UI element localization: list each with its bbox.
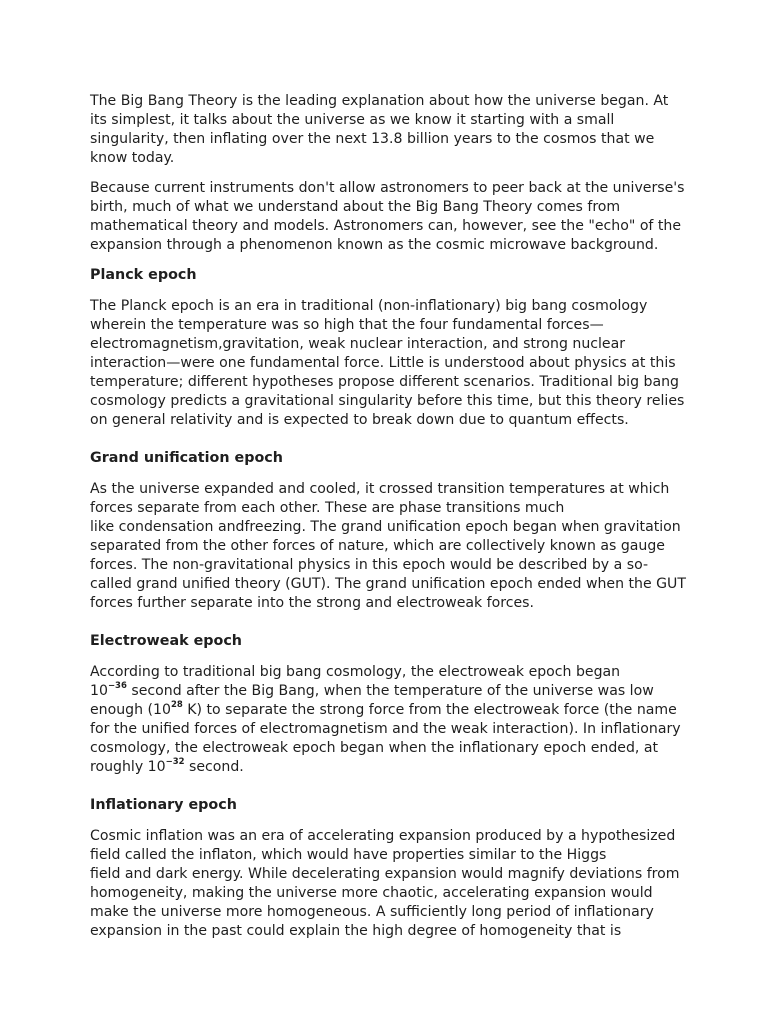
- text-line: The Big Bang Theory is the leading explanation about how the universe began. At: [90, 93, 669, 109]
- text-line: expansion in the past could explain the high degree of homogeneity that is: [90, 923, 622, 939]
- grand-unification-epoch-heading: Grand unification epoch: [90, 450, 283, 466]
- planck-epoch-heading: Planck epoch: [90, 267, 197, 283]
- text-line: [90, 682, 684, 701]
- document-page: [90, 92, 684, 952]
- grand-unification-epoch-paragraph: [90, 480, 684, 613]
- text-fragment: 10: [90, 683, 108, 699]
- text-line: mathematical theory and models. Astronomers can, however, see the "echo" of the: [90, 218, 682, 234]
- text-fragment: K) to separate the strong force from the electroweak force (the name: [182, 702, 677, 718]
- text-line: birth, much of what we understand about the Big Bang Theory comes from: [90, 199, 621, 215]
- text-line: make the universe more homogeneous. A sufficiently long period of inflationary: [90, 904, 654, 920]
- text-line: According to traditional big bang cosmology, the electroweak epoch began: [90, 664, 621, 680]
- exponent-superscript: −32: [165, 757, 185, 768]
- exponent-superscript: −36: [107, 681, 127, 692]
- text-line: The Planck epoch is an era in traditional (non-inflationary) big bang cosmology: [90, 298, 648, 314]
- electroweak-epoch-paragraph: [90, 663, 684, 777]
- exponent-superscript: 28: [170, 700, 183, 711]
- planck-epoch-paragraph: [90, 297, 684, 430]
- text-line: singularity, then inflating over the next 13.8 billion years to the cosmos that we: [90, 131, 655, 147]
- text-line: [90, 701, 684, 720]
- text-line: cosmology predicts a gravitational singularity before this time, but this theory relies: [90, 393, 685, 409]
- text-line: field and dark energy. While decelerating expansion would magnify deviations from: [90, 866, 680, 882]
- text-line: homogeneity, making the universe more chaotic, accelerating expansion would: [90, 885, 653, 901]
- text-line: know today.: [90, 150, 175, 166]
- text-fragment: enough (10: [90, 702, 171, 718]
- inflationary-epoch-heading: Inflationary epoch: [90, 797, 237, 813]
- text-fragment: second after the Big Bang, when the temperature of the universe was low: [126, 683, 654, 699]
- electroweak-epoch-heading: Electroweak epoch: [90, 633, 242, 649]
- text-line: on general relativity and is expected to break down due to quantum effects.: [90, 412, 629, 428]
- intro-paragraph-2: [90, 179, 684, 255]
- text-line: separated from the other forces of nature, which are collectively known as gauge: [90, 538, 665, 554]
- text-line: forces. The non-gravitational physics in this epoch would be described by a so-: [90, 557, 649, 573]
- text-line: cosmology, the electroweak epoch began when the inflationary epoch ended, at: [90, 740, 659, 756]
- text-line: Cosmic inflation was an era of accelerating expansion produced by a hypothesized: [90, 828, 676, 844]
- text-line: [90, 758, 684, 777]
- text-line: like condensation andfreezing. The grand unification epoch began when gravitation: [90, 519, 681, 535]
- intro-paragraph-1: [90, 92, 684, 168]
- inflationary-epoch-paragraph: [90, 827, 684, 941]
- text-fragment: second.: [184, 759, 244, 775]
- text-line: for the unified forces of electromagnetism and the weak interaction). In inflationary: [90, 721, 681, 737]
- text-line: Because current instruments don't allow astronomers to peer back at the universe's: [90, 180, 685, 196]
- text-line: As the universe expanded and cooled, it crossed transition temperatures at which: [90, 481, 670, 497]
- text-line: temperature; different hypotheses propose different scenarios. Traditional big bang: [90, 374, 679, 390]
- text-line: electromagnetism,gravitation, weak nuclear interaction, and strong nuclear: [90, 336, 626, 352]
- text-line: its simplest, it talks about the universe as we know it starting with a small: [90, 112, 615, 128]
- text-line: expansion through a phenomenon known as the cosmic microwave background.: [90, 237, 659, 253]
- text-line: interaction—were one fundamental force. Little is understood about physics at this: [90, 355, 676, 371]
- text-line: wherein the temperature was so high that the four fundamental forces—: [90, 317, 604, 333]
- text-line: field called the inflaton, which would have properties similar to the Higgs: [90, 847, 607, 863]
- text-line: called grand unified theory (GUT). The grand unification epoch ended when the GUT: [90, 576, 686, 592]
- text-line: forces separate from each other. These are phase transitions much: [90, 500, 565, 516]
- text-fragment: roughly 10: [90, 759, 166, 775]
- text-line: forces further separate into the strong and electroweak forces.: [90, 595, 534, 611]
